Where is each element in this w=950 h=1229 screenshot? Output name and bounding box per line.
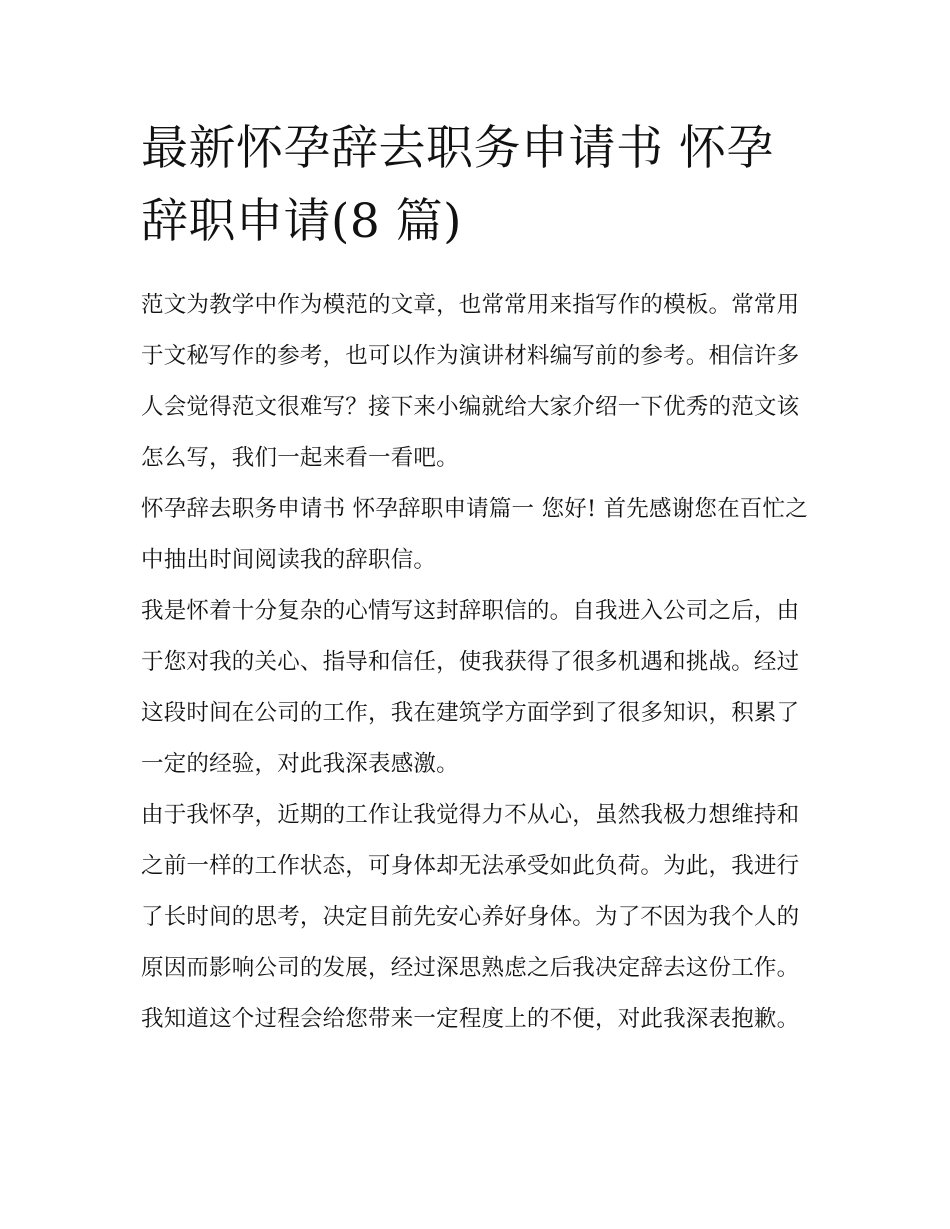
- document-title: 最新怀孕辞去职务申请书 怀孕辞职申请(8 篇): [141, 121, 774, 249]
- paragraph-intro: 范文为教学中作为模范的文章，也常常用来指写作的模板。常常用于文秘写作的参考，也可以作为演讲材料编写前的参考。相信许多人会觉得范文很难写？接下来小编就给大家介绍一下优秀的范文该怎么写，我们一起来看一看吧。: [141, 292, 800, 471]
- paragraph-greeting: 怀孕辞去职务申请书 怀孕辞职申请篇一 您好! 首先感谢您在百忙之中抽出时间阅读我的辞职信。: [141, 496, 808, 573]
- paragraph-reason: 由于我怀孕，近期的工作让我觉得力不从心，虽然我极力想维持和之前一样的工作状态，可身体却无法承受如此负荷。为此，我进行了长时间的思考，决定目前先安心养好身体。为了不因为我个人的原因而影响公司的发展，经过深思熟虑之后我决定辞去这份工作。我知道这个过程会给您带来一定程度上的不便，对此我深表抱歉。: [141, 802, 800, 1032]
- paragraph-gratitude: 我是怀着十分复杂的心情写这封辞职信的。自我进入公司之后，由于您对我的关心、指导和信任，使我获得了很多机遇和挑战。经过这段时间在公司的工作，我在建筑学方面学到了很多知识，积累了一定的经验，对此我深表感激。: [141, 598, 800, 777]
- document-page: [141, 112, 813, 1045]
- document-body: [141, 280, 813, 1045]
